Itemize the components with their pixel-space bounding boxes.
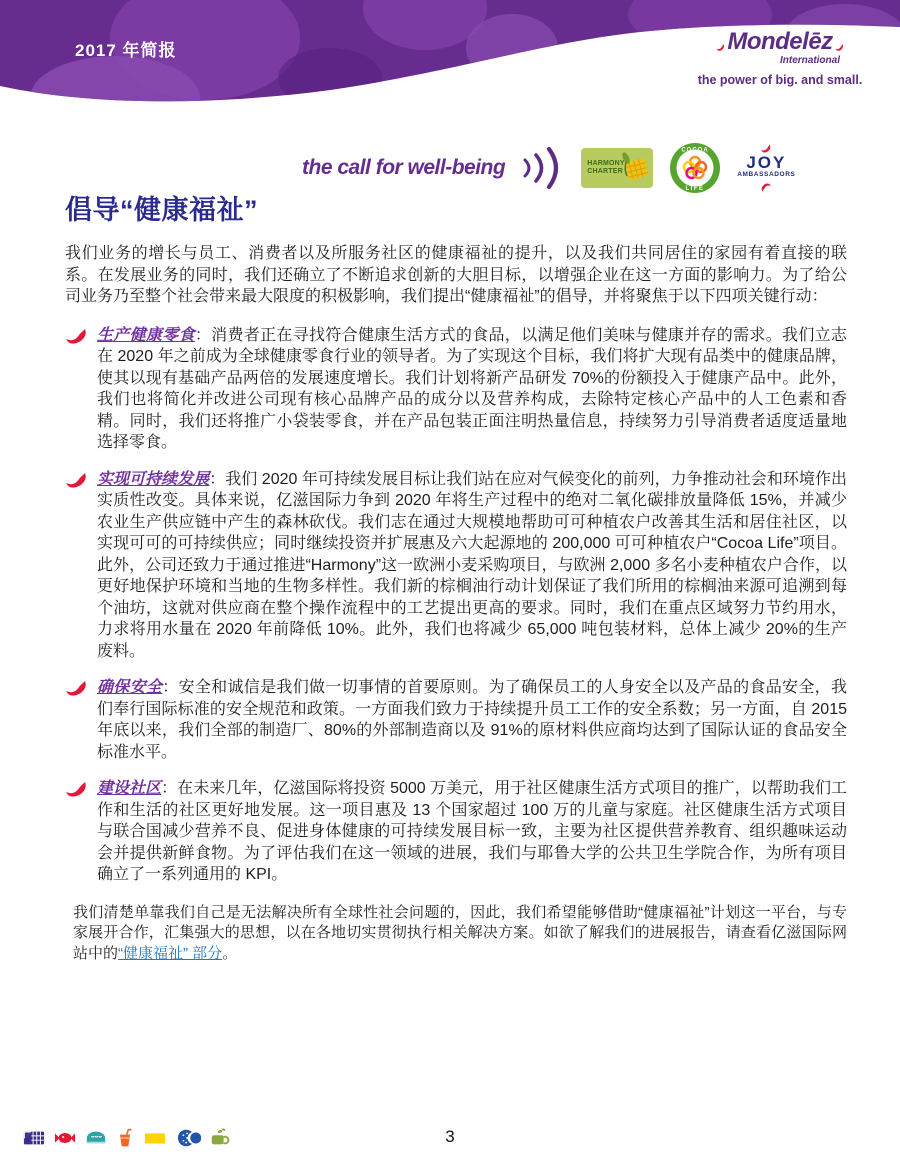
brand-name: Mondelēz bbox=[727, 28, 833, 55]
list-item-text bbox=[97, 677, 847, 763]
sound-arcs-icon bbox=[521, 144, 565, 192]
cocoa-logo-bottom: LIFE bbox=[685, 186, 705, 192]
bullet-description: ：安全和诚信是我们做一切事情的首要原则。为了确保员工的人身安全以及产品的食品安全，我们奉行国际标准的安全规范和政策。一方面我们致力于持续提升员工工作的安全系数；另一方面，自 2015 年底以来，我们全部的制造厂、80%的外部制造商以及 91%的原材料供应商均达到了国际认证的食品安全标准水平。 bbox=[97, 679, 847, 761]
harmony-logo-line2: CHARTER bbox=[587, 168, 623, 175]
harmony-logo-line1: HARMONY bbox=[587, 159, 625, 167]
page-number: 3 bbox=[445, 1127, 455, 1146]
list-item-safety bbox=[65, 677, 847, 763]
cocoa-life-logo bbox=[669, 142, 721, 194]
bullet-lead: 确保安全 bbox=[97, 679, 163, 696]
joy-logo-word: JOY bbox=[746, 153, 787, 173]
harmony-charter-logo bbox=[581, 148, 653, 188]
wellbeing-slogan: the call for well-being bbox=[302, 156, 506, 179]
bullet-description: ：在未来几年，亿滋国际将投资 5000 万美元，用于社区健康生活方式项目的推广，以帮助我们工作和生活的社区更好地发展。这一项目惠及 13 个国家超过 100 万的儿童与家庭。社区健康生活方式项目与联合国减少营养不良、促进身体健康的可持续发展目标一致，主要为社区提供营养教育、组织趣味运动会并提供新鲜食物。为了评估我们在这一领域的进展，我们与耶鲁大学的公共卫生学院合作，为所有项目确立了一系列通用的 KPI。 bbox=[97, 780, 847, 883]
red-comma-bullet-icon bbox=[65, 677, 97, 763]
red-swoosh-icon bbox=[716, 43, 725, 52]
bullet-lead: 建设社区 bbox=[97, 780, 162, 797]
red-comma-bullet-icon bbox=[65, 778, 97, 886]
list-item-sustainability bbox=[65, 469, 847, 663]
brand-subtitle: International bbox=[779, 55, 840, 66]
intro-paragraph: 我们业务的增长与员工、消费者以及所服务社区的健康福祉的提升，以及我们共同居住的家园有着直接的联系。在发展业务的同时，我们还确立了不断追求创新的大胆目标，以增强企业在这一方面的影响力。为了给公司业务乃至整个社会带来最大限度的积极影响，我们提出“健康福祉”的倡导，并将聚焦于以下四项关键行动： bbox=[65, 245, 847, 305]
list-item-communities bbox=[65, 778, 847, 886]
joy-ambassadors-logo bbox=[737, 143, 795, 193]
list-item-healthy-snacks bbox=[65, 325, 847, 454]
bullet-lead: 实现可持续发展 bbox=[97, 470, 210, 488]
report-title: 2017 年简报 bbox=[75, 41, 177, 60]
closing-text: 我们清楚单靠我们自己是无法解决所有全球性社会问题的，因此，我们希望能够借助“健康福祉”计划这一平台，与专家展开合作，汇集强大的思想，以在各地切实贯彻执行相关解决方案。如欲了解我们的进展报告，请查看亿滋国际网站中的 bbox=[73, 903, 847, 962]
brand-tagline: the power of big. and small. bbox=[697, 73, 863, 87]
page-title: 倡导“健康福祉” bbox=[65, 195, 258, 225]
list-item-text bbox=[97, 778, 847, 886]
cocoa-logo-top: COCOA bbox=[681, 147, 709, 154]
bullet-description: ：我们 2020 年可持续发展目标让我们站在应对气候变化的前列，力争推动社会和环境作出实质性改变。具体来说，亿滋国际力争到 2020 年将生产过程中的绝对二氧化碳排放量降低 15%，并减少农业生产供应链中产生的森林砍伐。我们志在通过大规模地帮助可可种植农户改善其生活和居住社区，以实现可可的可持续供应；同时继续投资并扩展惠及六大起源地的 200,000 可可种植农户“Cocoa Life”项目。此外，公司还致力于通过推进“Harmony”这一欧洲小麦采购项目，与欧洲 2,000 多名小麦种植农户合作，以更好地保护环境和当地的生物多样性。我们新的棕榈油行动计划保证了我们所用的棕榈油来源可追溯到每个油坊，这就对供应商在整个操作流程中的工艺提出更高的要求。同时，我们在重点区域努力节约用水，力求将用水量在 2020 年前降低 10%。此外，我们也将减少 65,000 吨包装材料，总体上减少 20%的生产废料。 bbox=[97, 470, 847, 660]
bullet-lead: 生产健康零食 bbox=[97, 326, 195, 344]
red-comma-bullet-icon bbox=[65, 325, 97, 454]
mondelez-logo bbox=[680, 30, 880, 87]
key-actions-list bbox=[65, 325, 847, 886]
bullet-description: ：消费者正在寻找符合健康生活方式的食品，以满足他们美味与健康并存的需求。我们立志在 2020 年之前成为全球健康零食行业的领导者。为了实现这个目标，我们将扩大现有品类中的健康品牌，使其以现有基础产品两倍的发展速度增长。我们计划将新产品研发 70%的份额投入于健康产品中。此外，我们也将简化并改进公司现有核心品牌产品的成分以及营养构成，去除特定核心产品中的人工色素和香精。同时，我们还将推广小袋装零食，并在产品包装正面注明热量信息，持续努力引导消费者适度适量地选择零食。 bbox=[97, 326, 847, 451]
red-swoosh-icon bbox=[835, 43, 844, 52]
wheat-biscuit-icon bbox=[617, 150, 651, 186]
article-content bbox=[65, 188, 847, 964]
closing-period: 。 bbox=[222, 944, 238, 962]
red-comma-bullet-icon bbox=[65, 469, 97, 663]
campaign-strip bbox=[302, 142, 795, 194]
wellbeing-section-link[interactable]: “健康福祉” 部分 bbox=[118, 944, 223, 962]
closing-paragraph bbox=[65, 903, 847, 965]
list-item-text bbox=[97, 469, 847, 663]
joy-logo-sub: AMBASSADORS bbox=[737, 171, 796, 179]
list-item-text bbox=[97, 325, 847, 454]
